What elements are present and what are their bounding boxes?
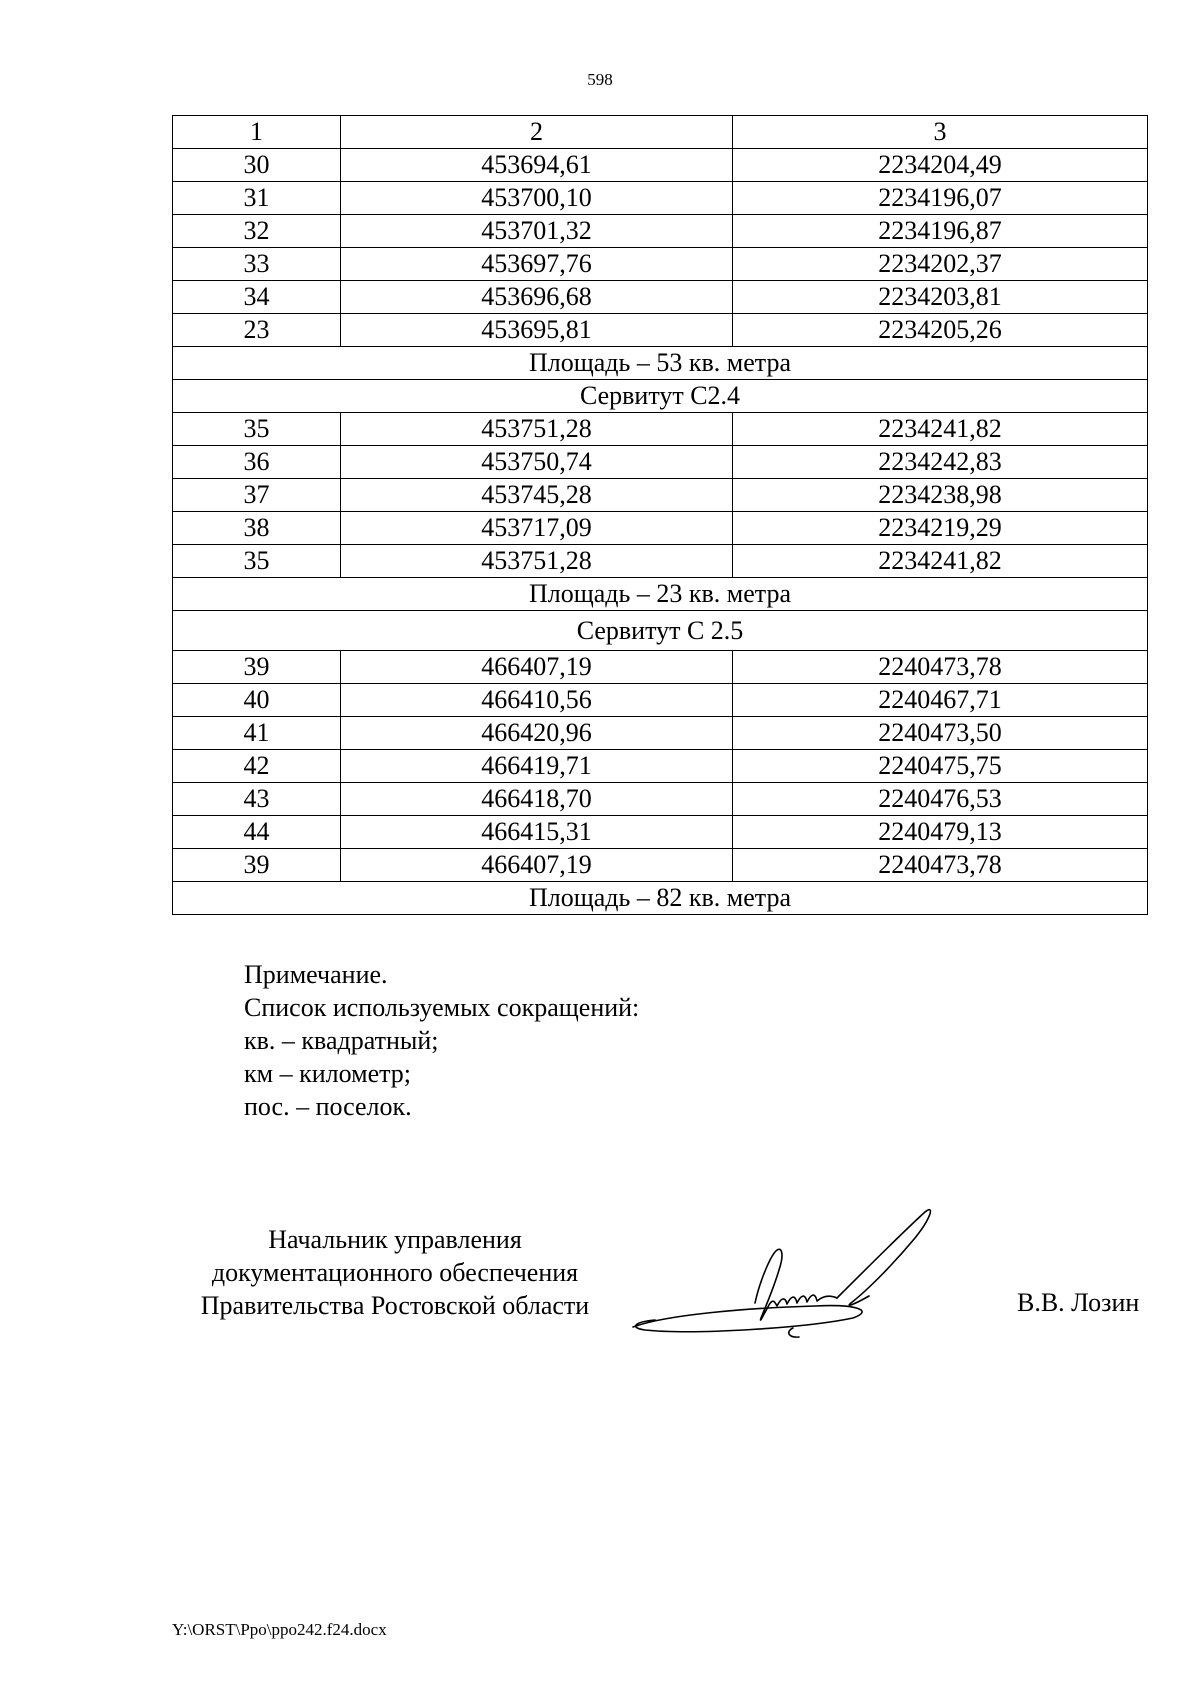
y-coordinate-cell: 2234241,82 bbox=[733, 545, 1148, 578]
position-line: Правительства Ростовской области bbox=[200, 1291, 590, 1320]
table-row bbox=[173, 215, 1148, 248]
y-coordinate-cell: 2234242,83 bbox=[733, 446, 1148, 479]
y-coordinate-cell: 2234196,87 bbox=[733, 215, 1148, 248]
x-coordinate-cell: 466407,19 bbox=[341, 651, 733, 684]
x-coordinate-cell: 453751,28 bbox=[341, 413, 733, 446]
point-number-cell: 44 bbox=[173, 816, 341, 849]
point-number-cell: 40 bbox=[173, 684, 341, 717]
point-number-cell: 30 bbox=[173, 149, 341, 182]
y-coordinate-cell: 2240473,78 bbox=[733, 651, 1148, 684]
span-cell: Площадь – 82 кв. метра bbox=[173, 882, 1148, 915]
notes-block bbox=[244, 958, 639, 1123]
column-header: 2 bbox=[341, 116, 733, 149]
y-coordinate-cell: 2240479,13 bbox=[733, 816, 1148, 849]
table-row bbox=[173, 651, 1148, 684]
span-cell: Сервитут С 2.5 bbox=[173, 611, 1148, 651]
note-line: кв. – квадратный; bbox=[244, 1026, 439, 1055]
x-coordinate-cell: 466415,31 bbox=[341, 816, 733, 849]
x-coordinate-cell: 453745,28 bbox=[341, 479, 733, 512]
table-row bbox=[173, 783, 1148, 816]
table-row bbox=[173, 281, 1148, 314]
coordinates-table bbox=[172, 115, 1148, 915]
x-coordinate-cell: 453717,09 bbox=[341, 512, 733, 545]
table-row bbox=[173, 750, 1148, 783]
x-coordinate-cell: 453750,74 bbox=[341, 446, 733, 479]
x-coordinate-cell: 453700,10 bbox=[341, 182, 733, 215]
point-number-cell: 34 bbox=[173, 281, 341, 314]
point-number-cell: 39 bbox=[173, 651, 341, 684]
note-line: пос. – поселок. bbox=[244, 1092, 412, 1121]
x-coordinate-cell: 453701,32 bbox=[341, 215, 733, 248]
column-header: 3 bbox=[733, 116, 1148, 149]
handwritten-signature bbox=[625, 1200, 955, 1350]
table-row bbox=[173, 182, 1148, 215]
note-line: Список используемых сокращений: bbox=[244, 993, 640, 1022]
point-number-cell: 32 bbox=[173, 215, 341, 248]
table-row bbox=[173, 248, 1148, 281]
table-row bbox=[173, 684, 1148, 717]
span-cell: Площадь – 23 кв. метра bbox=[173, 578, 1148, 611]
y-coordinate-cell: 2240475,75 bbox=[733, 750, 1148, 783]
point-number-cell: 36 bbox=[173, 446, 341, 479]
point-number-cell: 33 bbox=[173, 248, 341, 281]
point-number-cell: 35 bbox=[173, 413, 341, 446]
y-coordinate-cell: 2240473,50 bbox=[733, 717, 1148, 750]
signer-name: В.В. Лозин bbox=[1017, 1288, 1140, 1317]
table-row bbox=[173, 849, 1148, 882]
coordinates-table-body bbox=[173, 116, 1148, 915]
point-number-cell: 35 bbox=[173, 545, 341, 578]
span-cell: Сервитут С2.4 bbox=[173, 380, 1148, 413]
x-coordinate-cell: 453696,68 bbox=[341, 281, 733, 314]
y-coordinate-cell: 2234241,82 bbox=[733, 413, 1148, 446]
y-coordinate-cell: 2234203,81 bbox=[733, 281, 1148, 314]
span-cell: Площадь – 53 кв. метра bbox=[173, 347, 1148, 380]
signatory-position bbox=[150, 1223, 640, 1322]
table-span-row bbox=[173, 380, 1148, 413]
table-row bbox=[173, 413, 1148, 446]
x-coordinate-cell: 466418,70 bbox=[341, 783, 733, 816]
y-coordinate-cell: 2234202,37 bbox=[733, 248, 1148, 281]
table-row bbox=[173, 545, 1148, 578]
y-coordinate-cell: 2234196,07 bbox=[733, 182, 1148, 215]
table-row bbox=[173, 479, 1148, 512]
point-number-cell: 43 bbox=[173, 783, 341, 816]
table-row bbox=[173, 717, 1148, 750]
y-coordinate-cell: 2240467,71 bbox=[733, 684, 1148, 717]
x-coordinate-cell: 453697,76 bbox=[341, 248, 733, 281]
note-line: км – километр; bbox=[244, 1059, 412, 1088]
y-coordinate-cell: 2234238,98 bbox=[733, 479, 1148, 512]
table-row bbox=[173, 446, 1148, 479]
point-number-cell: 37 bbox=[173, 479, 341, 512]
table-row bbox=[173, 149, 1148, 182]
y-coordinate-cell: 2234204,49 bbox=[733, 149, 1148, 182]
x-coordinate-cell: 466410,56 bbox=[341, 684, 733, 717]
point-number-cell: 39 bbox=[173, 849, 341, 882]
point-number-cell: 42 bbox=[173, 750, 341, 783]
point-number-cell: 38 bbox=[173, 512, 341, 545]
table-row bbox=[173, 512, 1148, 545]
y-coordinate-cell: 2234205,26 bbox=[733, 314, 1148, 347]
note-line: Примечание. bbox=[244, 960, 388, 989]
x-coordinate-cell: 466407,19 bbox=[341, 849, 733, 882]
table-span-row bbox=[173, 347, 1148, 380]
table-header-row bbox=[173, 116, 1148, 149]
point-number-cell: 23 bbox=[173, 314, 341, 347]
x-coordinate-cell: 466419,71 bbox=[341, 750, 733, 783]
y-coordinate-cell: 2240473,78 bbox=[733, 849, 1148, 882]
x-coordinate-cell: 453695,81 bbox=[341, 314, 733, 347]
x-coordinate-cell: 453694,61 bbox=[341, 149, 733, 182]
table-row bbox=[173, 314, 1148, 347]
position-line: документационного обеспечения bbox=[211, 1258, 579, 1287]
y-coordinate-cell: 2240476,53 bbox=[733, 783, 1148, 816]
table-span-row bbox=[173, 882, 1148, 915]
position-line: Начальник управления bbox=[268, 1225, 522, 1254]
table-row bbox=[173, 816, 1148, 849]
y-coordinate-cell: 2234219,29 bbox=[733, 512, 1148, 545]
file-path: Y:\ORST\Ppo\ppo242.f24.docx bbox=[172, 1620, 387, 1639]
column-header: 1 bbox=[173, 116, 341, 149]
x-coordinate-cell: 453751,28 bbox=[341, 545, 733, 578]
x-coordinate-cell: 466420,96 bbox=[341, 717, 733, 750]
table-span-row bbox=[173, 578, 1148, 611]
point-number-cell: 41 bbox=[173, 717, 341, 750]
point-number-cell: 31 bbox=[173, 182, 341, 215]
table-span-row bbox=[173, 611, 1148, 651]
page-number: 598 bbox=[587, 70, 613, 89]
